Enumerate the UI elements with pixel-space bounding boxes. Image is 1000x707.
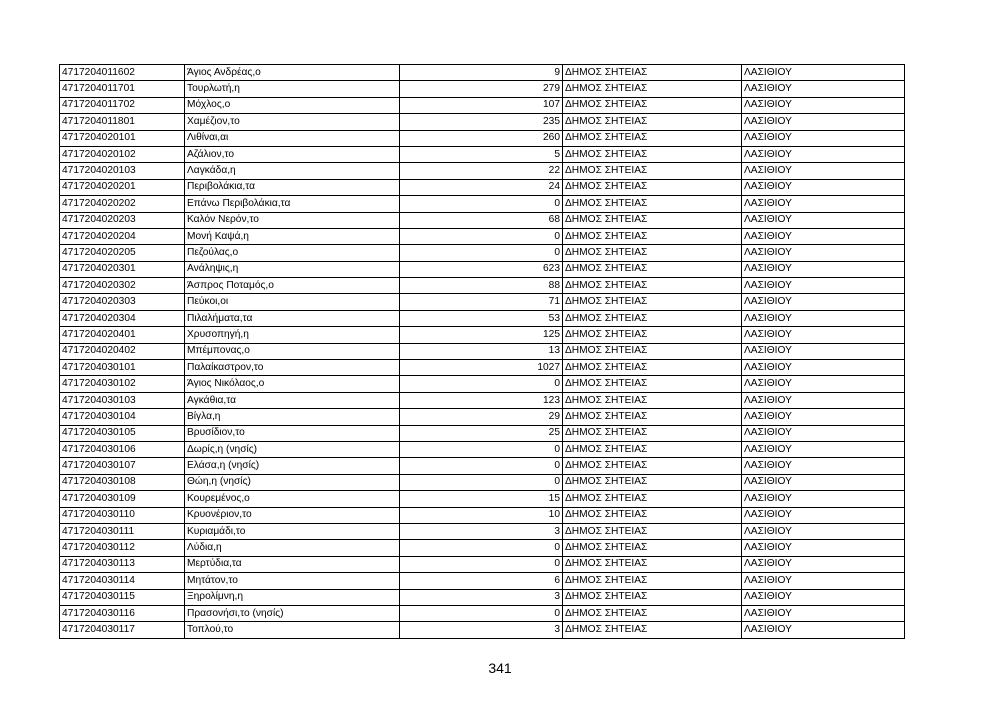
population-cell: 24 xyxy=(400,179,563,195)
population-cell: 0 xyxy=(400,605,563,621)
settlement-name-cell: Μητάτον,το xyxy=(185,573,400,589)
population-cell: 71 xyxy=(400,294,563,310)
settlement-name-cell: Ανάληψις,η xyxy=(185,261,400,277)
settlement-name-cell: Βίγλα,η xyxy=(185,409,400,425)
municipality-cell: ΔΗΜΟΣ ΣΗΤΕΙΑΣ xyxy=(563,97,742,113)
settlement-name-cell: Τουρλωτή,η xyxy=(185,81,400,97)
population-cell: 260 xyxy=(400,130,563,146)
population-cell: 0 xyxy=(400,376,563,392)
municipality-cell: ΔΗΜΟΣ ΣΗΤΕΙΑΣ xyxy=(563,212,742,228)
code-cell: 4717204030112 xyxy=(60,540,185,556)
region-cell: ΛΑΣΙΘΙΟΥ xyxy=(742,589,905,605)
table-body xyxy=(60,65,905,639)
settlement-name-cell: Χρυσοπηγή,η xyxy=(185,327,400,343)
population-cell: 88 xyxy=(400,278,563,294)
table-row xyxy=(60,278,905,294)
region-cell: ΛΑΣΙΘΙΟΥ xyxy=(742,441,905,457)
region-cell: ΛΑΣΙΘΙΟΥ xyxy=(742,294,905,310)
population-cell: 125 xyxy=(400,327,563,343)
code-cell: 4717204020101 xyxy=(60,130,185,146)
population-cell: 15 xyxy=(400,491,563,507)
code-cell: 4717204020401 xyxy=(60,327,185,343)
table-row xyxy=(60,491,905,507)
code-cell: 4717204030115 xyxy=(60,589,185,605)
municipality-cell: ΔΗΜΟΣ ΣΗΤΕΙΑΣ xyxy=(563,278,742,294)
region-cell: ΛΑΣΙΘΙΟΥ xyxy=(742,163,905,179)
code-cell: 4717204030111 xyxy=(60,523,185,539)
settlements-table xyxy=(59,64,905,639)
code-cell: 4717204011602 xyxy=(60,65,185,81)
region-cell: ΛΑΣΙΘΙΟΥ xyxy=(742,491,905,507)
table-row xyxy=(60,114,905,130)
table-row xyxy=(60,622,905,638)
municipality-cell: ΔΗΜΟΣ ΣΗΤΕΙΑΣ xyxy=(563,523,742,539)
code-cell: 4717204020303 xyxy=(60,294,185,310)
table-row xyxy=(60,458,905,474)
table-row xyxy=(60,605,905,621)
settlement-name-cell: Καλόν Νερόν,το xyxy=(185,212,400,228)
region-cell: ΛΑΣΙΘΙΟΥ xyxy=(742,605,905,621)
table-row xyxy=(60,97,905,113)
table-row xyxy=(60,212,905,228)
population-cell: 623 xyxy=(400,261,563,277)
table-row xyxy=(60,376,905,392)
municipality-cell: ΔΗΜΟΣ ΣΗΤΕΙΑΣ xyxy=(563,573,742,589)
code-cell: 4717204030108 xyxy=(60,474,185,490)
code-cell: 4717204030113 xyxy=(60,556,185,572)
municipality-cell: ΔΗΜΟΣ ΣΗΤΕΙΑΣ xyxy=(563,392,742,408)
region-cell: ΛΑΣΙΘΙΟΥ xyxy=(742,392,905,408)
settlement-name-cell: Πιλαλήματα,τα xyxy=(185,310,400,326)
region-cell: ΛΑΣΙΘΙΟΥ xyxy=(742,474,905,490)
region-cell: ΛΑΣΙΘΙΟΥ xyxy=(742,343,905,359)
municipality-cell: ΔΗΜΟΣ ΣΗΤΕΙΑΣ xyxy=(563,310,742,326)
settlement-name-cell: Μονή Καψά,η xyxy=(185,228,400,244)
population-cell: 53 xyxy=(400,310,563,326)
region-cell: ΛΑΣΙΘΙΟΥ xyxy=(742,212,905,228)
population-cell: 29 xyxy=(400,409,563,425)
settlement-name-cell: Κρυονέριον,το xyxy=(185,507,400,523)
population-cell: 25 xyxy=(400,425,563,441)
municipality-cell: ΔΗΜΟΣ ΣΗΤΕΙΑΣ xyxy=(563,507,742,523)
code-cell: 4717204020102 xyxy=(60,146,185,162)
region-cell: ΛΑΣΙΘΙΟΥ xyxy=(742,540,905,556)
population-cell: 1027 xyxy=(400,360,563,376)
code-cell: 4717204011801 xyxy=(60,114,185,130)
population-cell: 0 xyxy=(400,196,563,212)
code-cell: 4717204030110 xyxy=(60,507,185,523)
table-row xyxy=(60,130,905,146)
municipality-cell: ΔΗΜΟΣ ΣΗΤΕΙΑΣ xyxy=(563,163,742,179)
population-cell: 3 xyxy=(400,589,563,605)
code-cell: 4717204030114 xyxy=(60,573,185,589)
table-row xyxy=(60,425,905,441)
code-cell: 4717204011701 xyxy=(60,81,185,97)
code-cell: 4717204020103 xyxy=(60,163,185,179)
municipality-cell: ΔΗΜΟΣ ΣΗΤΕΙΑΣ xyxy=(563,228,742,244)
settlement-name-cell: Πρασονήσι,το (νησίς) xyxy=(185,605,400,621)
municipality-cell: ΔΗΜΟΣ ΣΗΤΕΙΑΣ xyxy=(563,556,742,572)
settlement-name-cell: Πεύκοι,οι xyxy=(185,294,400,310)
municipality-cell: ΔΗΜΟΣ ΣΗΤΕΙΑΣ xyxy=(563,114,742,130)
population-cell: 68 xyxy=(400,212,563,228)
region-cell: ΛΑΣΙΘΙΟΥ xyxy=(742,523,905,539)
municipality-cell: ΔΗΜΟΣ ΣΗΤΕΙΑΣ xyxy=(563,261,742,277)
table-row xyxy=(60,556,905,572)
region-cell: ΛΑΣΙΘΙΟΥ xyxy=(742,81,905,97)
population-cell: 3 xyxy=(400,523,563,539)
population-cell: 3 xyxy=(400,622,563,638)
municipality-cell: ΔΗΜΟΣ ΣΗΤΕΙΑΣ xyxy=(563,458,742,474)
code-cell: 4717204030109 xyxy=(60,491,185,507)
settlement-name-cell: Περιβολάκια,τα xyxy=(185,179,400,195)
table-row xyxy=(60,310,905,326)
population-cell: 22 xyxy=(400,163,563,179)
population-cell: 0 xyxy=(400,441,563,457)
code-cell: 4717204020205 xyxy=(60,245,185,261)
table-row xyxy=(60,540,905,556)
settlement-name-cell: Λύδια,η xyxy=(185,540,400,556)
municipality-cell: ΔΗΜΟΣ ΣΗΤΕΙΑΣ xyxy=(563,327,742,343)
code-cell: 4717204020201 xyxy=(60,179,185,195)
settlement-name-cell: Άσπρος Ποταμός,ο xyxy=(185,278,400,294)
settlement-name-cell: Κυριαμάδι,το xyxy=(185,523,400,539)
table-row xyxy=(60,245,905,261)
settlement-name-cell: Λαγκάδα,η xyxy=(185,163,400,179)
region-cell: ΛΑΣΙΘΙΟΥ xyxy=(742,622,905,638)
region-cell: ΛΑΣΙΘΙΟΥ xyxy=(742,278,905,294)
code-cell: 4717204020204 xyxy=(60,228,185,244)
population-cell: 0 xyxy=(400,474,563,490)
region-cell: ΛΑΣΙΘΙΟΥ xyxy=(742,261,905,277)
population-cell: 0 xyxy=(400,228,563,244)
region-cell: ΛΑΣΙΘΙΟΥ xyxy=(742,458,905,474)
settlement-name-cell: Άγιος Νικόλαος,ο xyxy=(185,376,400,392)
region-cell: ΛΑΣΙΘΙΟΥ xyxy=(742,146,905,162)
settlement-name-cell: Τοπλού,το xyxy=(185,622,400,638)
table-row xyxy=(60,392,905,408)
population-cell: 6 xyxy=(400,573,563,589)
table-row xyxy=(60,261,905,277)
settlement-name-cell: Θώη,η (νησίς) xyxy=(185,474,400,490)
population-cell: 235 xyxy=(400,114,563,130)
code-cell: 4717204030104 xyxy=(60,409,185,425)
table-row xyxy=(60,343,905,359)
code-cell: 4717204030101 xyxy=(60,360,185,376)
municipality-cell: ΔΗΜΟΣ ΣΗΤΕΙΑΣ xyxy=(563,589,742,605)
municipality-cell: ΔΗΜΟΣ ΣΗΤΕΙΑΣ xyxy=(563,196,742,212)
code-cell: 4717204020402 xyxy=(60,343,185,359)
municipality-cell: ΔΗΜΟΣ ΣΗΤΕΙΑΣ xyxy=(563,81,742,97)
settlement-name-cell: Επάνω Περιβολάκια,τα xyxy=(185,196,400,212)
table-row xyxy=(60,146,905,162)
settlement-name-cell: Αγκάθια,τα xyxy=(185,392,400,408)
table-row xyxy=(60,196,905,212)
municipality-cell: ΔΗΜΟΣ ΣΗΤΕΙΑΣ xyxy=(563,605,742,621)
municipality-cell: ΔΗΜΟΣ ΣΗΤΕΙΑΣ xyxy=(563,245,742,261)
settlement-name-cell: Μόχλος,ο xyxy=(185,97,400,113)
municipality-cell: ΔΗΜΟΣ ΣΗΤΕΙΑΣ xyxy=(563,179,742,195)
region-cell: ΛΑΣΙΘΙΟΥ xyxy=(742,507,905,523)
municipality-cell: ΔΗΜΟΣ ΣΗΤΕΙΑΣ xyxy=(563,425,742,441)
region-cell: ΛΑΣΙΘΙΟΥ xyxy=(742,360,905,376)
table-row xyxy=(60,573,905,589)
region-cell: ΛΑΣΙΘΙΟΥ xyxy=(742,179,905,195)
municipality-cell: ΔΗΜΟΣ ΣΗΤΕΙΑΣ xyxy=(563,376,742,392)
municipality-cell: ΔΗΜΟΣ ΣΗΤΕΙΑΣ xyxy=(563,474,742,490)
municipality-cell: ΔΗΜΟΣ ΣΗΤΕΙΑΣ xyxy=(563,491,742,507)
region-cell: ΛΑΣΙΘΙΟΥ xyxy=(742,376,905,392)
population-cell: 0 xyxy=(400,556,563,572)
region-cell: ΛΑΣΙΘΙΟΥ xyxy=(742,97,905,113)
table-row xyxy=(60,523,905,539)
code-cell: 4717204030117 xyxy=(60,622,185,638)
population-cell: 0 xyxy=(400,245,563,261)
code-cell: 4717204020301 xyxy=(60,261,185,277)
population-cell: 5 xyxy=(400,146,563,162)
table-row xyxy=(60,81,905,97)
region-cell: ΛΑΣΙΘΙΟΥ xyxy=(742,228,905,244)
table-row xyxy=(60,474,905,490)
settlement-name-cell: Ελάσα,η (νησίς) xyxy=(185,458,400,474)
settlement-name-cell: Χαμέζιον,το xyxy=(185,114,400,130)
settlement-name-cell: Κουρεμένος,ο xyxy=(185,491,400,507)
region-cell: ΛΑΣΙΘΙΟΥ xyxy=(742,573,905,589)
population-cell: 0 xyxy=(400,458,563,474)
table-row xyxy=(60,179,905,195)
region-cell: ΛΑΣΙΘΙΟΥ xyxy=(742,327,905,343)
population-cell: 279 xyxy=(400,81,563,97)
region-cell: ΛΑΣΙΘΙΟΥ xyxy=(742,310,905,326)
table-row xyxy=(60,441,905,457)
municipality-cell: ΔΗΜΟΣ ΣΗΤΕΙΑΣ xyxy=(563,441,742,457)
region-cell: ΛΑΣΙΘΙΟΥ xyxy=(742,556,905,572)
settlement-name-cell: Δωρίς,η (νησίς) xyxy=(185,441,400,457)
settlement-name-cell: Λιθίναι,αι xyxy=(185,130,400,146)
population-cell: 107 xyxy=(400,97,563,113)
page-number: 341 xyxy=(488,660,512,676)
population-cell: 0 xyxy=(400,540,563,556)
population-cell: 13 xyxy=(400,343,563,359)
population-cell: 123 xyxy=(400,392,563,408)
settlement-name-cell: Μερτύδια,τα xyxy=(185,556,400,572)
municipality-cell: ΔΗΜΟΣ ΣΗΤΕΙΑΣ xyxy=(563,360,742,376)
population-cell: 9 xyxy=(400,65,563,81)
region-cell: ΛΑΣΙΘΙΟΥ xyxy=(742,196,905,212)
code-cell: 4717204020304 xyxy=(60,310,185,326)
table-row xyxy=(60,409,905,425)
municipality-cell: ΔΗΜΟΣ ΣΗΤΕΙΑΣ xyxy=(563,130,742,146)
region-cell: ΛΑΣΙΘΙΟΥ xyxy=(742,245,905,261)
table-row xyxy=(60,507,905,523)
population-cell: 10 xyxy=(400,507,563,523)
settlement-name-cell: Άγιος Ανδρέας,ο xyxy=(185,65,400,81)
region-cell: ΛΑΣΙΘΙΟΥ xyxy=(742,130,905,146)
code-cell: 4717204030116 xyxy=(60,605,185,621)
region-cell: ΛΑΣΙΘΙΟΥ xyxy=(742,409,905,425)
municipality-cell: ΔΗΜΟΣ ΣΗΤΕΙΑΣ xyxy=(563,343,742,359)
settlement-name-cell: Παλαίκαστρον,το xyxy=(185,360,400,376)
code-cell: 4717204020202 xyxy=(60,196,185,212)
settlement-name-cell: Ξηρολίμνη,η xyxy=(185,589,400,605)
municipality-cell: ΔΗΜΟΣ ΣΗΤΕΙΑΣ xyxy=(563,65,742,81)
municipality-cell: ΔΗΜΟΣ ΣΗΤΕΙΑΣ xyxy=(563,146,742,162)
settlement-name-cell: Πεζούλας,ο xyxy=(185,245,400,261)
table-row xyxy=(60,327,905,343)
municipality-cell: ΔΗΜΟΣ ΣΗΤΕΙΑΣ xyxy=(563,409,742,425)
table-row xyxy=(60,294,905,310)
code-cell: 4717204020302 xyxy=(60,278,185,294)
code-cell: 4717204030107 xyxy=(60,458,185,474)
code-cell: 4717204030103 xyxy=(60,392,185,408)
table-row xyxy=(60,65,905,81)
table-row xyxy=(60,228,905,244)
region-cell: ΛΑΣΙΘΙΟΥ xyxy=(742,65,905,81)
municipality-cell: ΔΗΜΟΣ ΣΗΤΕΙΑΣ xyxy=(563,540,742,556)
municipality-cell: ΔΗΜΟΣ ΣΗΤΕΙΑΣ xyxy=(563,294,742,310)
municipality-cell: ΔΗΜΟΣ ΣΗΤΕΙΑΣ xyxy=(563,622,742,638)
code-cell: 4717204030105 xyxy=(60,425,185,441)
region-cell: ΛΑΣΙΘΙΟΥ xyxy=(742,425,905,441)
settlement-name-cell: Αζάλιον,το xyxy=(185,146,400,162)
code-cell: 4717204020203 xyxy=(60,212,185,228)
settlement-name-cell: Βρυσίδιον,το xyxy=(185,425,400,441)
table-row xyxy=(60,360,905,376)
code-cell: 4717204011702 xyxy=(60,97,185,113)
settlement-name-cell: Μπέμπονας,ο xyxy=(185,343,400,359)
table-row xyxy=(60,589,905,605)
region-cell: ΛΑΣΙΘΙΟΥ xyxy=(742,114,905,130)
table-row xyxy=(60,163,905,179)
code-cell: 4717204030106 xyxy=(60,441,185,457)
code-cell: 4717204030102 xyxy=(60,376,185,392)
